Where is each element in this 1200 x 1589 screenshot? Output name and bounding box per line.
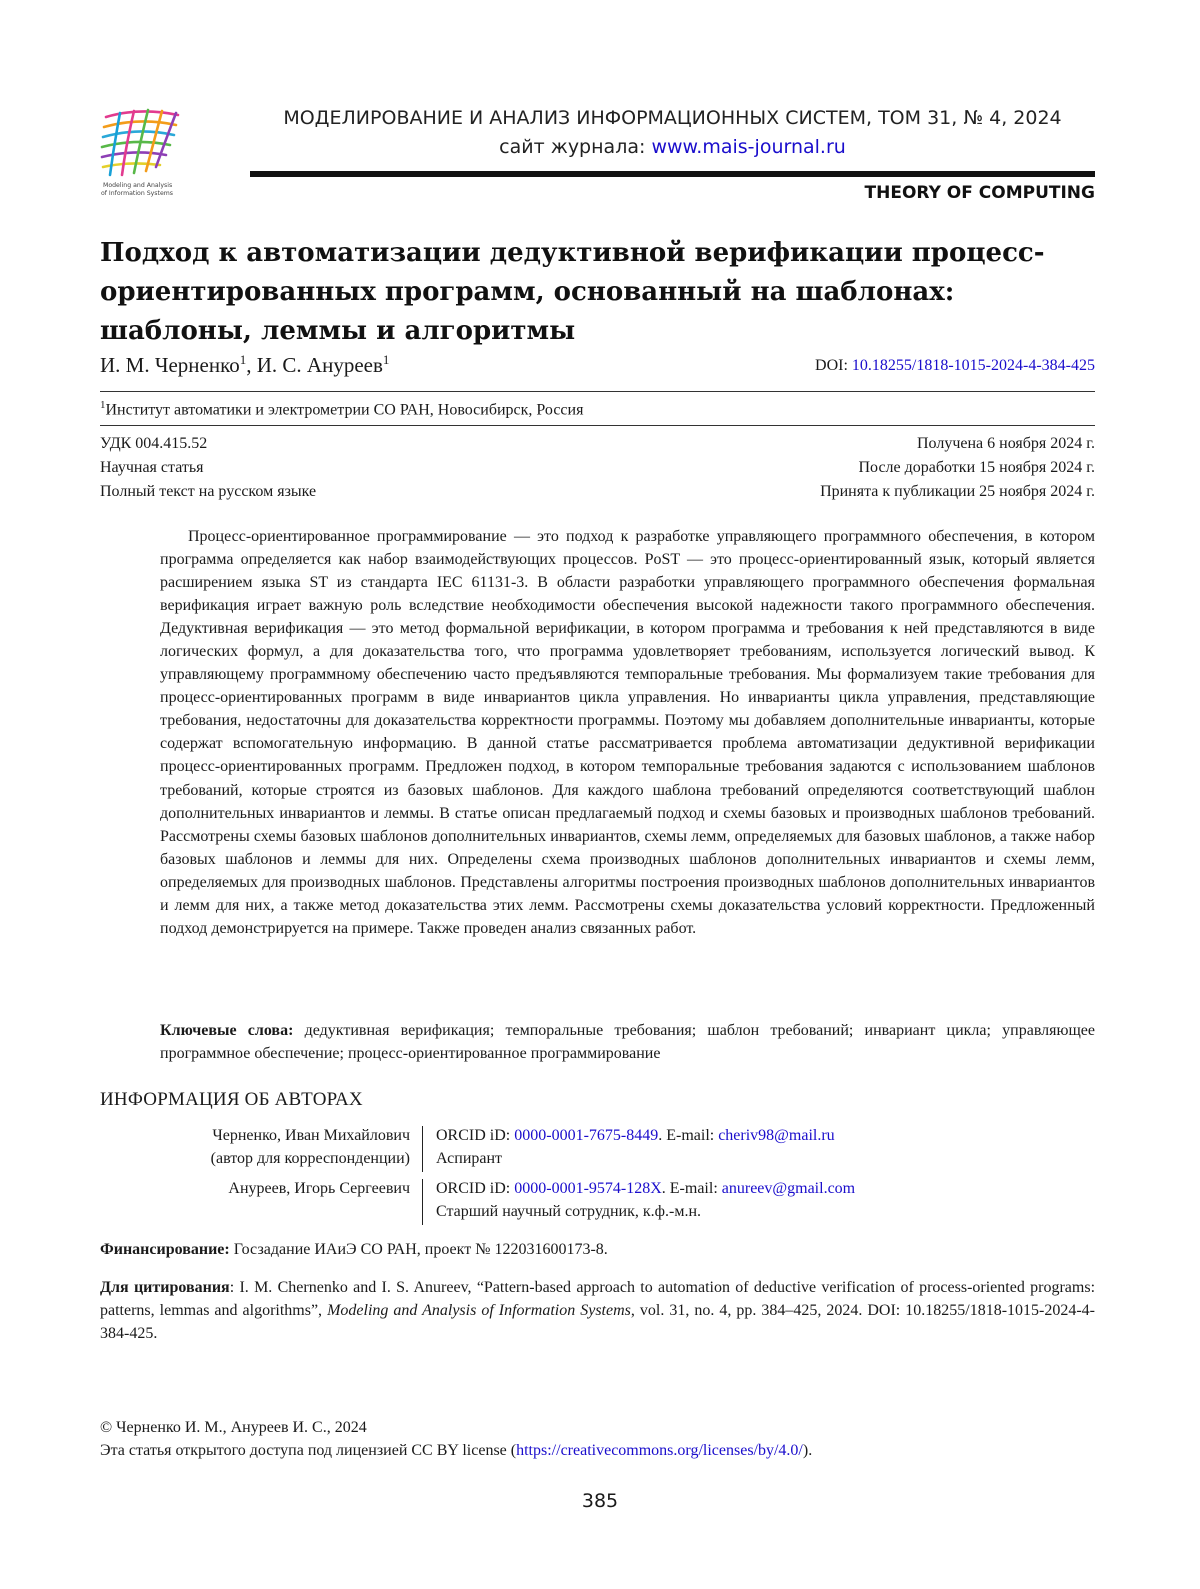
email-link[interactable]: anureev@gmail.com	[721, 1180, 856, 1197]
email-label: E-mail:	[669, 1180, 718, 1197]
copyright: © Черненко И. М., Ануреев И. С., 2024	[100, 1419, 367, 1436]
author-2-affil: 1	[382, 352, 390, 367]
page-number: 385	[581, 1490, 619, 1512]
keywords	[160, 1019, 1095, 1065]
meta-rule	[100, 425, 1095, 426]
citation-journal: Modeling and Analysis of Information Systems	[327, 1302, 631, 1319]
email-label: E-mail:	[666, 1127, 715, 1144]
email-link[interactable]: cheriv98@mail.ru	[718, 1127, 835, 1144]
logo-text-1: Modeling and Analysis	[103, 182, 173, 189]
author-2: И. С. Ануреев	[256, 353, 383, 377]
author-info-divider	[422, 1126, 423, 1172]
author-info-1	[100, 1124, 1095, 1172]
authors-line	[100, 352, 389, 378]
udk: УДК 004.415.52	[100, 435, 208, 452]
article-language: Полный текст на русском языке	[100, 483, 317, 500]
author-info-contacts: ORCID iD: 0000-0001-9574-128X. E-mail: anureev@gmail.com	[436, 1180, 856, 1197]
doi-label: DOI:	[815, 357, 848, 374]
author-info-contacts: ORCID iD: 0000-0001-7675-8449. E-mail: cheriv98@mail.ru	[436, 1127, 835, 1144]
author-info-note: (автор для корреспонденции)	[210, 1150, 410, 1167]
orcid-label: ORCID iD:	[436, 1127, 511, 1144]
author-separator: ,	[246, 353, 257, 377]
license-link[interactable]: https://creativecommons.org/licenses/by/4.0/	[516, 1442, 803, 1459]
citation-rest: , vol. 31, no. 4, pp. 384–425, 2024. DOI: 10.18255/1818-1015-2024-4-384-425.	[100, 1302, 1096, 1342]
author-info-position: Старший научный сотрудник, к.ф.-м.н.	[436, 1203, 702, 1220]
author-1: И. М. Черненко	[100, 353, 240, 377]
author-info-2	[100, 1177, 1095, 1225]
received-date: Получена 6 ноября 2024 г.	[916, 435, 1095, 452]
authors-info-title: ИНФОРМАЦИЯ ОБ АВТОРАХ	[100, 1089, 363, 1110]
funding	[100, 1241, 1095, 1259]
author-info-name: Черненко, Иван Михайлович	[212, 1127, 410, 1144]
keywords-text: дедуктивная верификация; темпоральные требования; шаблон требований; инвариант цикла; управляющее программное обеспечение; процесс-ориентированное программирование	[160, 1022, 1095, 1062]
license-suffix: ).	[802, 1442, 813, 1459]
citation	[100, 1276, 1095, 1345]
accepted-date: Принята к публикации 25 ноября 2024 г.	[820, 483, 1095, 500]
meta-right	[820, 432, 1095, 504]
license-prefix: Эта статья открытого доступа под лицензией CC BY license (	[100, 1442, 517, 1459]
author-1-affil: 1	[239, 352, 247, 367]
meta-left	[100, 432, 316, 504]
orcid-link[interactable]: 0000-0001-7675-8449	[514, 1127, 659, 1144]
doi	[815, 357, 1095, 375]
site-link[interactable]: www.mais-journal.ru	[651, 136, 846, 158]
copyright-block	[100, 1416, 1095, 1462]
author-info-position: Аспирант	[436, 1150, 503, 1167]
affiliation	[100, 399, 583, 419]
logo-mesh-icon	[102, 110, 178, 175]
affiliation-sup: 1	[100, 399, 106, 411]
journal-logo	[100, 105, 182, 200]
doi-link[interactable]: 10.18255/1818-1015-2024-4-384-425	[851, 357, 1095, 374]
license-line	[100, 1439, 1095, 1462]
section-tag: THEORY OF COMPUTING	[864, 183, 1095, 203]
citation-authors: : I. M. Chernenko and I. S. Anureev, “Pattern-based approach to automation of deductive verification of process-oriented programs: patterns, lemmas and algorithms”,	[100, 1279, 1096, 1319]
author-info-name: Ануреев, Игорь Сергеевич	[228, 1180, 410, 1197]
funding-text: Госзадание ИАиЭ СО РАН, проект № 122031600173-8.	[233, 1241, 608, 1258]
citation-label: Для цитирования	[100, 1279, 230, 1296]
article-title: Подход к автоматизации дедуктивной верификации процесс-ориентированных программ, основанный на шаблонах: шаблоны, леммы и алгоритмы	[100, 238, 1045, 346]
affiliation-rule	[100, 391, 1095, 392]
affiliation-text: Институт автоматики и электрометрии СО РАН, Новосибирск, Россия	[105, 401, 584, 419]
journal-site-line	[250, 136, 1095, 158]
logo-text-2: of Information Systems	[101, 190, 174, 197]
abstract: Процесс-ориентированное программирование — это подход к разработке управляющего программного обеспечения, в котором программа определяется как набор взаимодействующих процессов. PoST — это процесс-ориентированный язык, который является расширением языка ST из стандарта IEC 61131-3. В области разработки управляющего программного обеспечения формальная верификация играет важную роль вследствие необходимости обеспечения высокой надежности такого программного обеспечения. Дедуктивная верификация — это метод формальной верификации, в котором программа и требования к ней представляются в виде логических формул, а для доказательства того, что программа удовлетворяет требованиям, используется логический вывод. К управляющему программному обеспечению часто предъявляются темпоральные требования. Мы формализуем такие требования для процесс-ориентированных программ в виде инвариантов цикла управления. Но инварианты цикла управления, представляющие требования, недостаточны для доказательства корректности программы. Поэтому мы добавляем дополнительные инварианты, которые содержат вспомогательную информацию. В данной статье рассматривается проблема автоматизации дедуктивной верификации процесс-ориентированных программ. Предложен подход, в котором темпоральные требования задаются с использованием шаблонов требований, которые строятся из базовых шаблонов. Для каждого шаблона требований определяются соответствующий шаблон дополнительных инвариантов и леммы. В статье описан предлагаемый подход и схемы базовых и производных шаблонов требований. Рассмотрены схемы базовых шаблонов дополнительных инвариантов, схемы лемм, определяемых для базовых шаблонов, а также набор базовых шаблонов и леммы для них. Определены схема производных шаблонов дополнительных инвариантов и схемы лемм, определяемых для производных шаблонов. Представлены алгоритмы построения производных шаблонов дополнительных инвариантов и лемм для них, а также метод доказательства этих лемм. Рассмотрены схемы доказательства условий корректности. Предложенный подход демонстрируется на примере. Также проведен анализ связанных работ.	[160, 528, 1095, 937]
funding-label: Финансирование:	[100, 1241, 230, 1258]
orcid-label: ORCID iD:	[436, 1180, 511, 1197]
revised-date: После доработки 15 ноября 2024 г.	[858, 459, 1095, 476]
header-rule	[250, 171, 1095, 177]
journal-name: МОДЕЛИРОВАНИЕ И АНАЛИЗ ИНФОРМАЦИОННЫХ СИСТЕМ, ТОМ 31, № 4, 2024	[283, 107, 1062, 129]
keywords-label: Ключевые слова:	[160, 1022, 294, 1039]
author-info-divider	[422, 1179, 423, 1225]
orcid-link[interactable]: 0000-0001-9574-128X	[514, 1180, 662, 1197]
site-label: сайт журнала:	[499, 136, 646, 158]
article-type: Научная статья	[100, 459, 204, 476]
